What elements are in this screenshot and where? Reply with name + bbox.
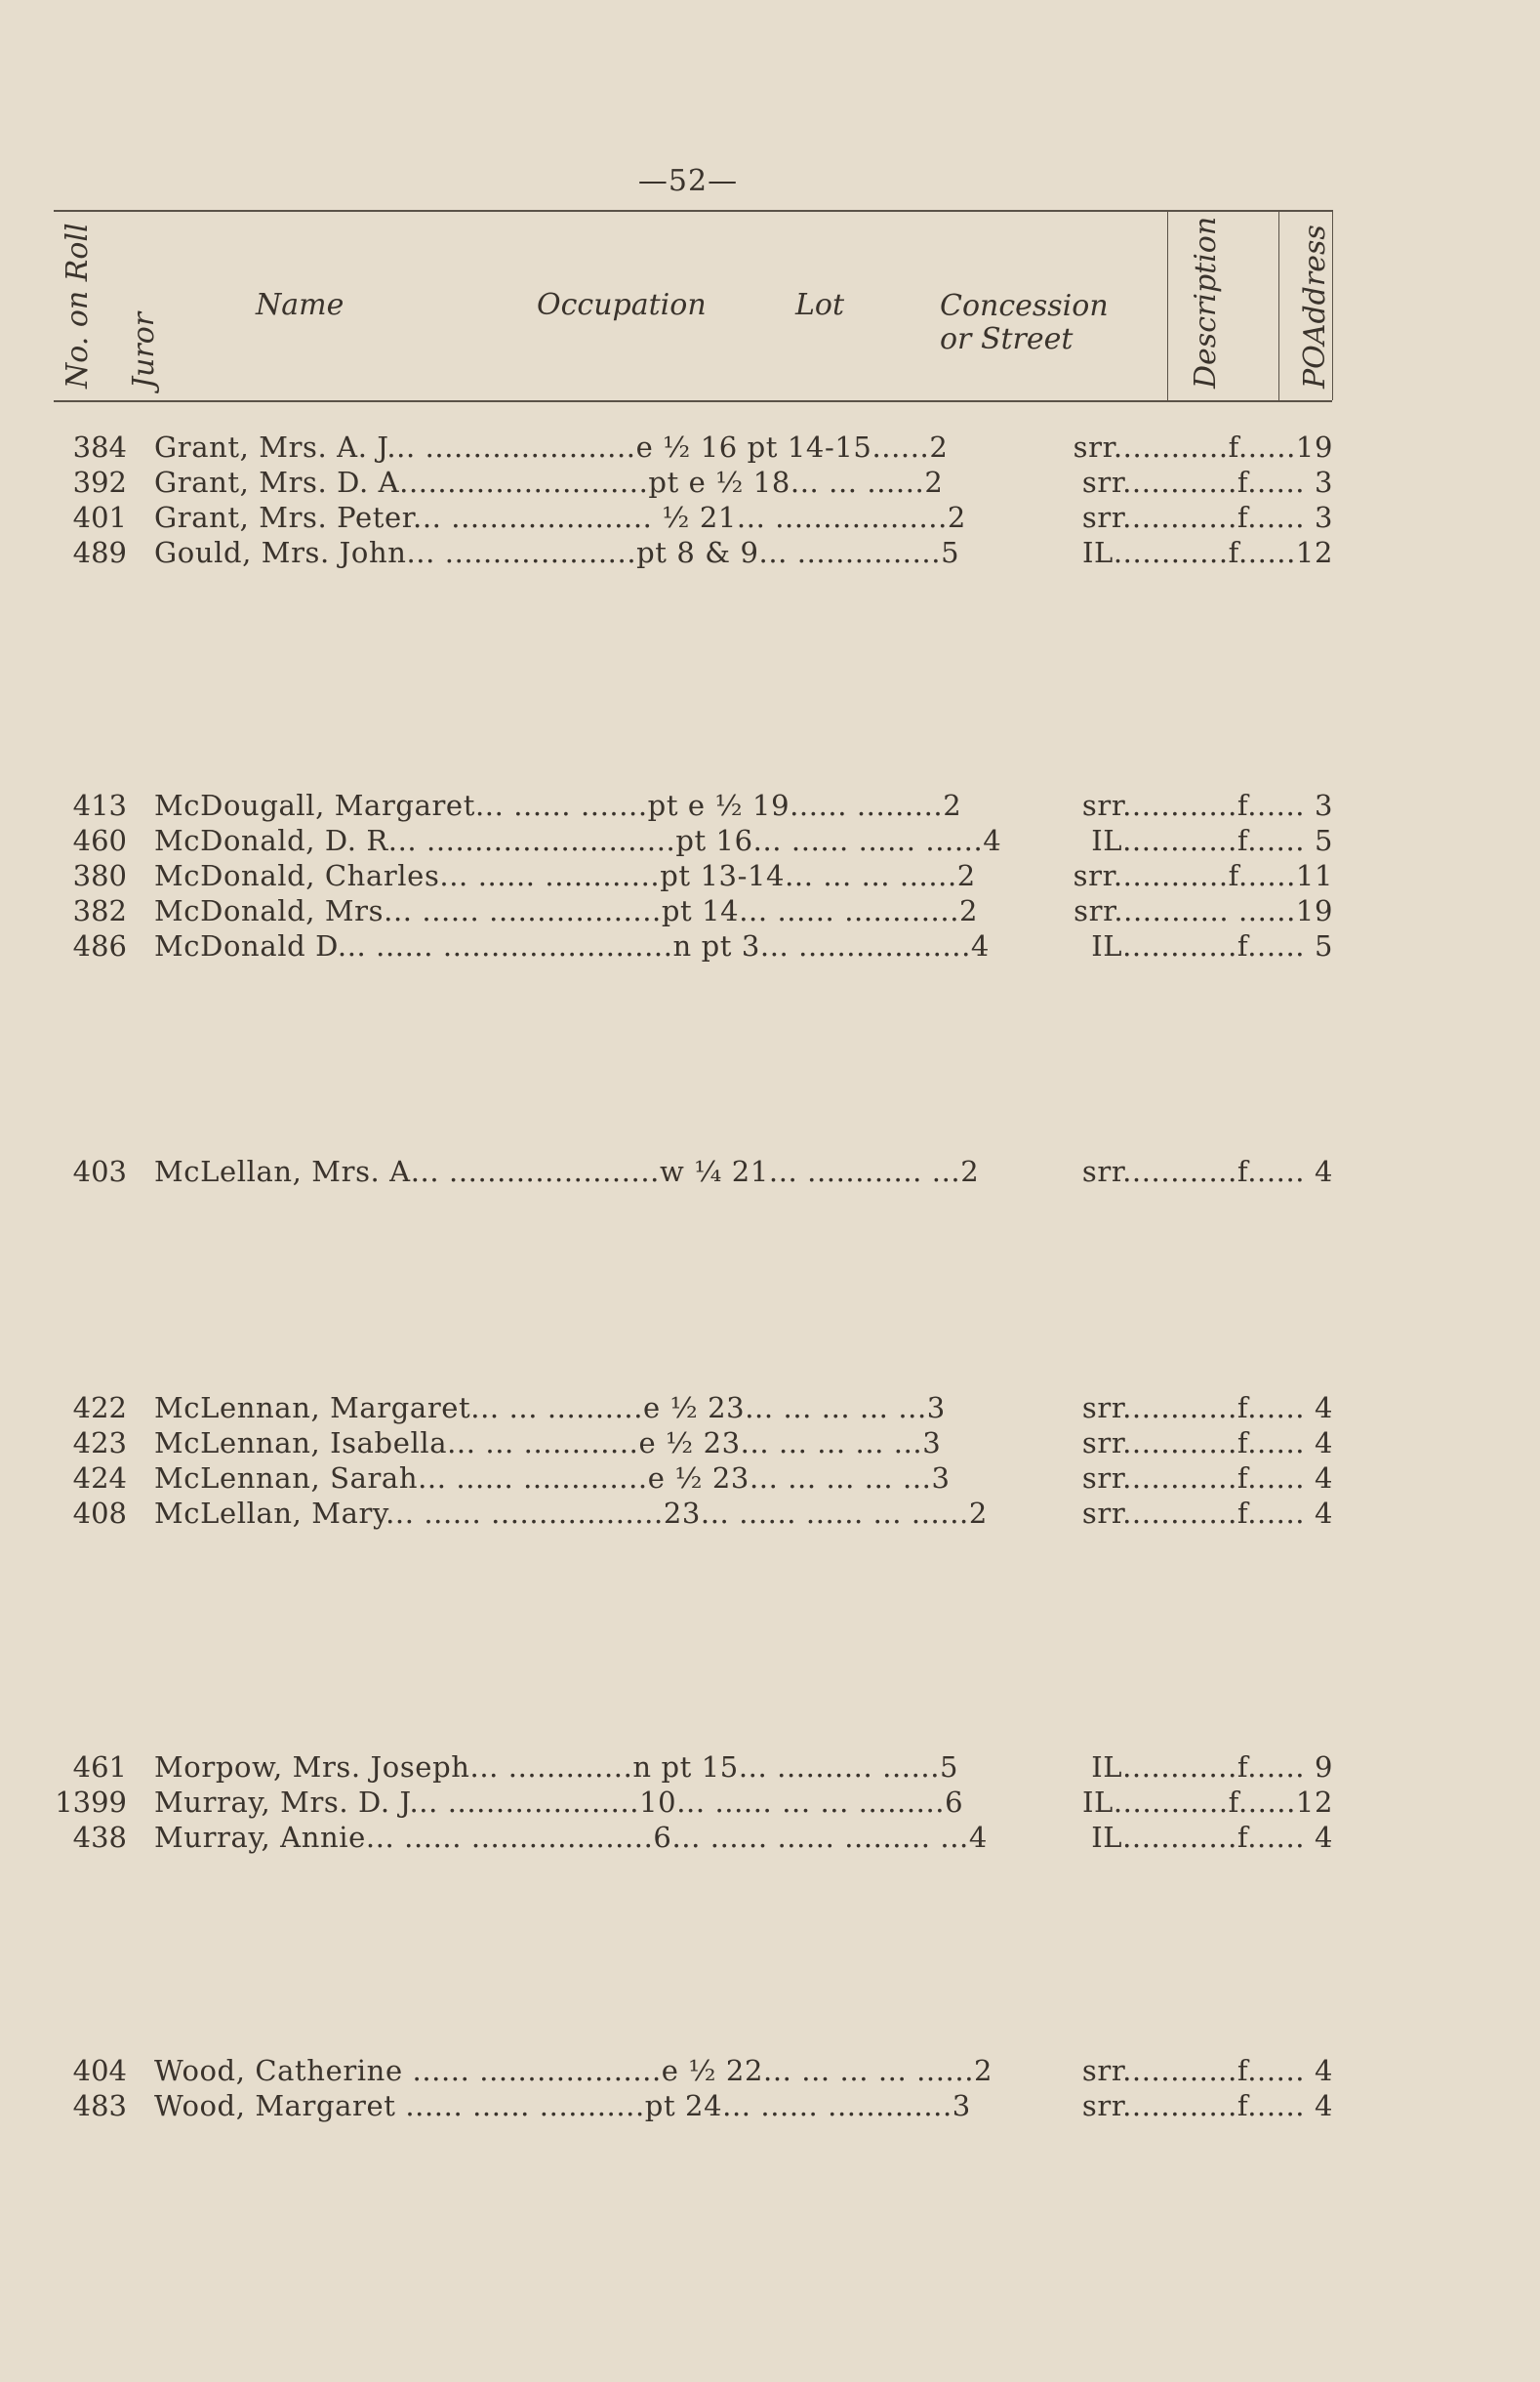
roll-number: 461	[72, 1750, 127, 1784]
entry-details: McDonald, D. R... ..........................pt 16... ...... ...... ......4	[154, 824, 1002, 857]
column-header-concession	[940, 290, 1109, 356]
roll-number: 401	[72, 501, 127, 534]
roll-entry	[0, 431, 1540, 466]
column-header-occupation: Occupation	[537, 288, 707, 322]
column-header-po-address: POAddress	[1298, 225, 1332, 389]
roll-entry	[0, 1786, 1540, 1821]
roll-number: 403	[72, 1155, 127, 1188]
roll-number: 382	[72, 894, 127, 927]
entry-tail: srr............f...... 4	[1081, 1155, 1333, 1188]
entry-tail: srr............f......11	[1073, 859, 1333, 892]
entry-details: Wood, Margaret ...... ...... ...........pt 24... ...... .............3	[154, 2089, 971, 2122]
entry-tail: IL............f......12	[1081, 1786, 1333, 1819]
roll-entry	[0, 466, 1540, 501]
roll-entry	[0, 789, 1540, 824]
entry-details: Gould, Mrs. John... ....................pt 8 & 9... ...............5	[154, 536, 960, 569]
roll-entry	[0, 1461, 1540, 1497]
column-header-lot: Lot	[795, 288, 845, 322]
entry-details: Grant, Mrs. A. J... ......................e ½ 16 pt 14-15......2	[154, 431, 949, 464]
entry-details: McDonald, Mrs... ...... ..................pt 14... ...... ............2	[154, 894, 979, 927]
entry-tail: srr............f...... 4	[1081, 1391, 1333, 1424]
entry-tail: srr............f...... 3	[1081, 789, 1333, 822]
roll-entry	[0, 894, 1540, 929]
entry-tail: srr............f...... 3	[1081, 466, 1333, 499]
column-divider	[1332, 210, 1333, 400]
roll-number: 413	[72, 789, 127, 822]
entry-details: Grant, Mrs. D. A..........................pt e ½ 18... ... ......2	[154, 466, 944, 499]
roll-entry	[0, 1391, 1540, 1426]
entry-details: Morpow, Mrs. Joseph... .............n pt 15... .......... ......5	[154, 1750, 959, 1784]
entry-tail: srr............f...... 4	[1081, 1461, 1333, 1495]
roll-number: 384	[72, 431, 127, 464]
roll-number: 483	[72, 2089, 127, 2122]
column-header-concession-line1: Concession	[940, 289, 1109, 323]
roll-number: 489	[72, 536, 127, 569]
roll-entry	[0, 859, 1540, 894]
entry-tail: IL............f...... 9	[1091, 1750, 1333, 1784]
entry-tail: srr............f...... 3	[1081, 501, 1333, 534]
roll-entry	[0, 929, 1540, 965]
entry-tail: srr............f...... 4	[1081, 1426, 1333, 1459]
roll-number: 438	[72, 1821, 127, 1854]
column-header-concession-line2: or Street	[940, 322, 1074, 356]
roll-number: 424	[72, 1461, 127, 1495]
roll-entry	[0, 824, 1540, 859]
roll-number: 408	[72, 1497, 127, 1530]
roll-number: 1399	[55, 1786, 127, 1819]
roll-entry	[0, 536, 1540, 571]
entry-tail: srr............f...... 4	[1081, 2089, 1333, 2122]
column-header-no-on-roll: No. on Roll	[61, 223, 95, 389]
column-header-juror: Juror	[127, 311, 161, 389]
entry-tail: srr............f...... 4	[1081, 2054, 1333, 2087]
entry-details: Murray, Annie... ...... ...................6... ...... ...... ......... ...4	[154, 1821, 988, 1854]
header-rule-top	[54, 210, 1332, 212]
entry-details: Grant, Mrs. Peter... ..................... ½ 21... ..................2	[154, 501, 966, 534]
entry-tail: IL............f...... 4	[1091, 1821, 1333, 1854]
entry-details: McLellan, Mrs. A... ......................w ¼ 21... ............ ...2	[154, 1155, 980, 1188]
entry-details: McDougall, Margaret... ...... .......pt e ½ 19...... .........2	[154, 789, 962, 822]
entry-details: McLennan, Sarah... ...... .............e ½ 23... ... ... ... ...3	[154, 1461, 951, 1495]
entry-tail: IL............f......12	[1081, 536, 1333, 569]
column-divider	[1167, 210, 1168, 400]
entry-tail: srr............ ......19	[1074, 894, 1333, 927]
column-header-name: Name	[256, 288, 344, 322]
entry-details: McLennan, Isabella... ... ............e ½ 23... ... ... ... ...3	[154, 1426, 942, 1459]
roll-entry	[0, 1497, 1540, 1532]
page-number: —52—	[637, 164, 739, 198]
entry-details: McDonald D... ...... ........................n pt 3... ..................4	[154, 929, 990, 963]
roll-entry	[0, 2089, 1540, 2124]
roll-entry	[0, 1821, 1540, 1856]
roll-number: 423	[72, 1426, 127, 1459]
header-rule-bottom	[54, 400, 1332, 402]
roll-number: 392	[72, 466, 127, 499]
roll-number: 460	[72, 824, 127, 857]
roll-number: 486	[72, 929, 127, 963]
entry-tail: srr............f......19	[1073, 431, 1333, 464]
entry-details: McLennan, Margaret... ... ..........e ½ 23... ... ... ... ...3	[154, 1391, 946, 1424]
roll-entry	[0, 1426, 1540, 1461]
roll-number: 380	[72, 859, 127, 892]
roll-entry	[0, 1155, 1540, 1190]
entry-details: Murray, Mrs. D. J... ....................10... ...... ... ... .........6	[154, 1786, 964, 1819]
entry-tail: IL............f...... 5	[1091, 929, 1333, 963]
entry-details: Wood, Catherine ...... ...................e ½ 22... ... ... ... ......2	[154, 2054, 993, 2087]
roll-entry	[0, 501, 1540, 536]
roll-entry	[0, 1750, 1540, 1786]
entry-details: McLellan, Mary... ...... ..................23... ...... ...... ... ......2	[154, 1497, 988, 1530]
entry-tail: srr............f...... 4	[1081, 1497, 1333, 1530]
column-header-description: Description	[1189, 216, 1223, 389]
roll-entry	[0, 2054, 1540, 2089]
roll-number: 422	[72, 1391, 127, 1424]
column-divider	[1278, 210, 1279, 400]
entry-details: McDonald, Charles... ...... ............pt 13-14... ... ... ......2	[154, 859, 976, 892]
entry-tail: IL............f...... 5	[1091, 824, 1333, 857]
roll-number: 404	[72, 2054, 127, 2087]
